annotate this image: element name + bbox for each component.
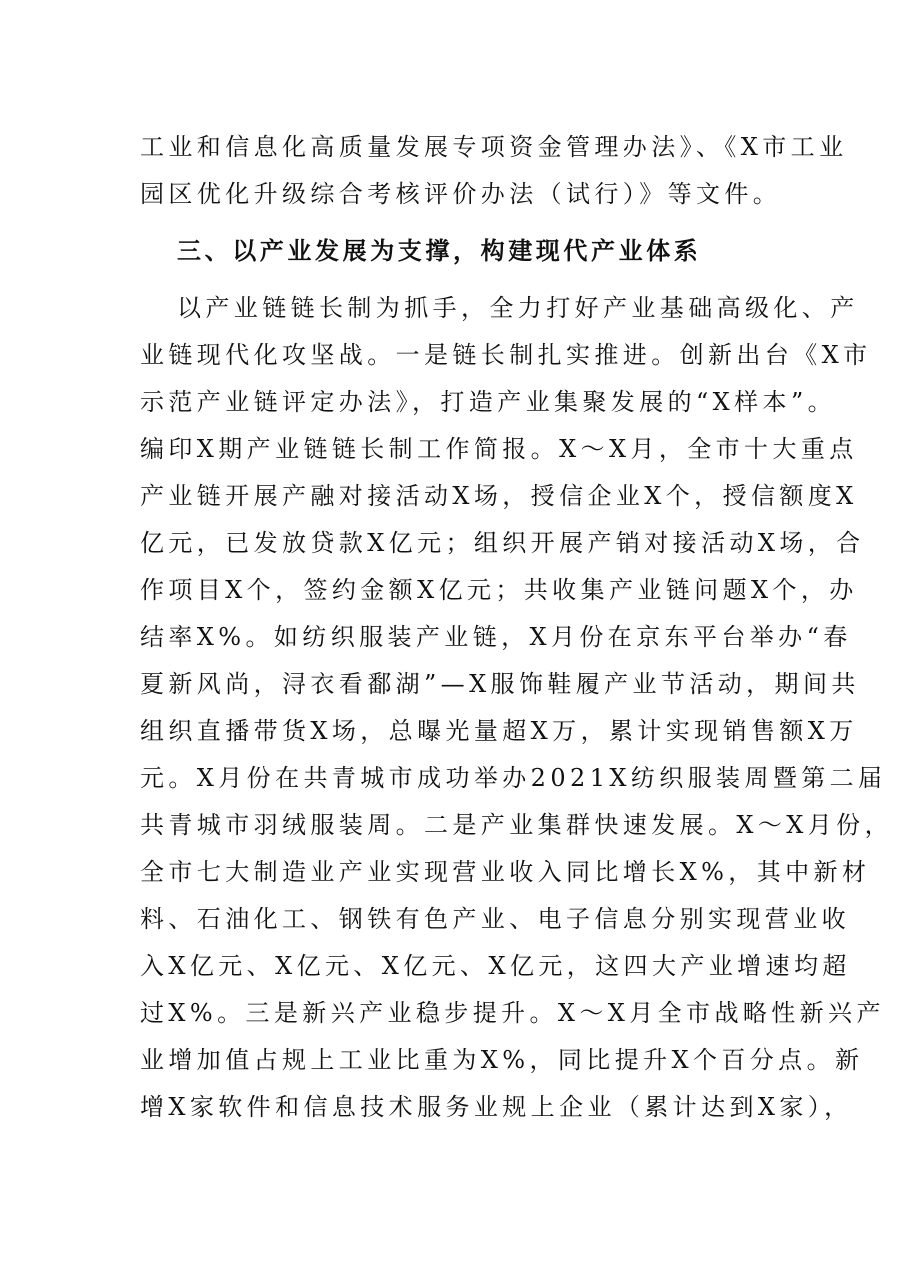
paragraph-line-7: 作项目X个，签约金额X亿元；共收集产业链问题X个，办: [140, 576, 858, 604]
paragraph-line-15: 入X亿元、X亿元、X亿元、X亿元，这四大产业增速均超: [140, 952, 851, 980]
intro-line-1: 工业和信息化高质量发展专项资金管理办法》、《X市工业: [140, 133, 848, 161]
paragraph-line-10: 组织直播带货X场，总曝光量超X万，累计实现销售额X万: [140, 717, 858, 745]
document-body: [140, 124, 893, 1131]
section-heading: 三、以产业发展为支撑，构建现代产业体系: [177, 237, 702, 265]
paragraph-line-6: 亿元，已发放贷款X亿元；组织开展产销对接活动X场，合: [140, 529, 865, 557]
paragraph-line-14: 料、石油化工、钢铁有色产业、电子信息分别实现营业收: [140, 905, 850, 933]
paragraph-line-1: 以产业链链长制为抓手，全力打好产业基础高级化、产: [177, 294, 859, 322]
paragraph-line-4: 编印X期产业链链长制工作简报。X～X月，全市十大重点: [140, 435, 858, 463]
paragraph-line-5: 产业链开展产融对接活动X场，授信企业X个，授信额度X: [140, 482, 858, 510]
paragraph-line-18: 增X家软件和信息技术服务业规上企业（累计达到X家），: [140, 1093, 853, 1121]
paragraph-line-12: 共青城市羽绒服装周。二是产业集群快速发展。X～X月份，: [140, 811, 893, 839]
paragraph-line-11: 元。X月份在共青城市成功举办2021X纺织服装周暨第二届: [140, 764, 887, 792]
paragraph-line-16: 过X%。三是新兴产业稳步提升。X～X月全市战略性新兴产: [140, 999, 885, 1027]
paragraph-line-9: 夏新风尚，浔衣看鄱湖”—X服饰鞋履产业节活动，期间共: [140, 670, 860, 698]
paragraph-line-2: 业链现代化攻坚战。一是链长制扎实推进。创新出台《X市: [140, 341, 872, 369]
paragraph-line-13: 全市七大制造业产业实现营业收入同比增长X%，其中新材: [140, 858, 871, 886]
paragraph-line-3: 示范产业链评定办法》，打造产业集聚发展的“X样本”。: [140, 388, 837, 416]
paragraph-line-17: 业增加值占规上工业比重为X%，同比提升X个百分点。新: [140, 1046, 864, 1074]
paragraph-line-8: 结率X%。如纺织服装产业链，X月份在京东平台举办“春: [140, 623, 852, 651]
intro-line-2: 园区优化升级综合考核评价办法（试行）》等文件。: [140, 180, 782, 208]
